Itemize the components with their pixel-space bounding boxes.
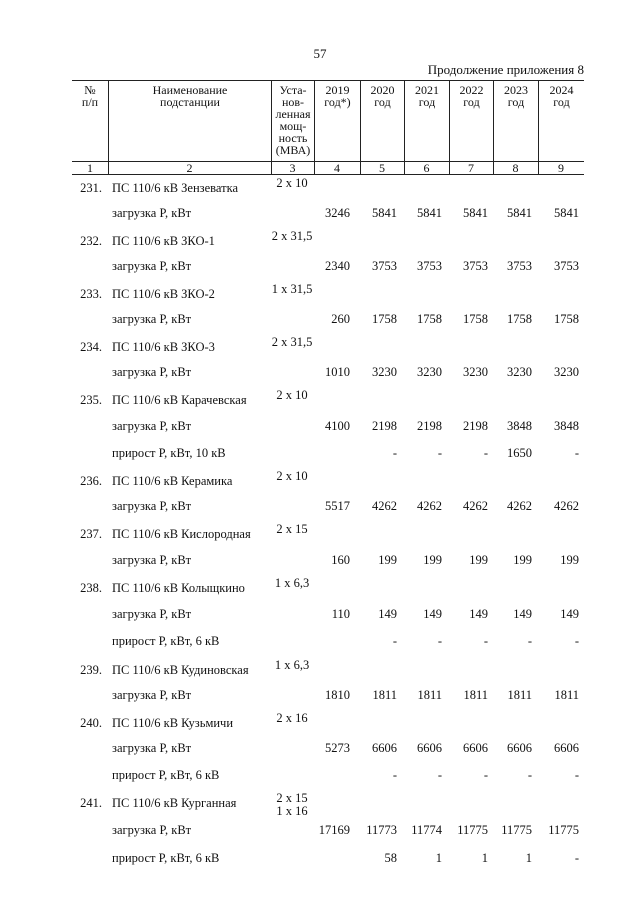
row-capacity: 2 х 16 (276, 711, 308, 725)
row-name: прирост P, кВт, 6 кВ (112, 634, 220, 648)
row-value-col-6: - (437, 446, 442, 460)
col-num-1: 1 (87, 161, 93, 175)
row-value-col-6: 149 (423, 607, 442, 621)
header-col-9: 2024 год (538, 81, 584, 174)
row-name: ПС 110/6 кВ Курганная (112, 796, 237, 810)
table-row (72, 791, 592, 818)
row-capacity: 1 х 6,3 (274, 658, 310, 672)
row-value-col-6: 1 (435, 851, 442, 865)
row-value-col-5: 1758 (372, 312, 397, 326)
table-row (72, 660, 592, 680)
row-name: загрузка P, кВт (112, 499, 192, 513)
row-number: 232. (80, 234, 102, 248)
row-value-col-7: 1811 (463, 688, 488, 702)
col-num-7: 7 (468, 161, 474, 175)
row-capacity: 2 х 15 1 х 16 (276, 791, 308, 818)
row-value-col-4: 5273 (325, 741, 350, 755)
row-value-col-9: 199 (560, 553, 579, 567)
table-row (72, 337, 592, 357)
row-name: загрузка P, кВт (112, 741, 192, 755)
row-value-col-8: 1 (525, 851, 532, 865)
row-value-col-7: - (483, 768, 488, 782)
table-row (72, 256, 592, 276)
table-row (72, 524, 592, 544)
row-name: ПС 110/6 кВ Кудиновская (112, 663, 249, 677)
row-value-col-9: - (574, 851, 579, 865)
row-value-col-6: 3230 (417, 365, 442, 379)
row-value-col-4: 260 (331, 312, 350, 326)
table-row (72, 390, 592, 410)
table-row (72, 631, 592, 651)
table-row (72, 738, 592, 758)
row-name: загрузка P, кВт (112, 553, 192, 567)
row-number: 236. (80, 474, 102, 488)
row-value-col-8: 3848 (507, 419, 532, 433)
row-value-col-5: 3230 (372, 365, 397, 379)
row-value-col-7: 1758 (463, 312, 488, 326)
row-value-col-9: 1758 (554, 312, 579, 326)
row-number: 231. (80, 181, 102, 195)
row-capacity: 2 х 15 (276, 522, 308, 536)
row-value-col-4: 160 (331, 553, 350, 567)
row-name: загрузка P, кВт (112, 365, 192, 379)
row-value-col-4: 1010 (325, 365, 350, 379)
row-value-col-5: 199 (378, 553, 397, 567)
row-value-col-5: 2198 (372, 419, 397, 433)
row-value-col-8: 1811 (507, 688, 532, 702)
col-num-3: 3 (289, 161, 296, 175)
table-row (72, 416, 592, 436)
row-value-col-7: 3753 (463, 259, 488, 273)
table-row (72, 820, 592, 840)
row-name: загрузка P, кВт (112, 206, 192, 220)
row-value-col-9: 3848 (554, 419, 579, 433)
row-value-col-7: 4262 (463, 499, 488, 513)
row-value-col-7: 1 (481, 851, 488, 865)
row-value-col-4: 2340 (325, 259, 350, 273)
col-num-6: 6 (423, 161, 430, 175)
col-num-8: 8 (512, 161, 519, 175)
col-num-2: 2 (186, 161, 193, 175)
row-capacity: 1 х 31,5 (271, 282, 313, 296)
table-row (72, 578, 592, 598)
row-value-col-8: 1758 (507, 312, 532, 326)
row-value-col-6: 6606 (417, 741, 442, 755)
row-value-col-9: 3230 (554, 365, 579, 379)
page-number: 57 (313, 46, 327, 61)
table-row (72, 231, 592, 251)
table-row (72, 203, 592, 223)
row-value-col-7: 149 (469, 607, 488, 621)
row-value-col-8: 3753 (507, 259, 532, 273)
row-value-col-6: - (437, 768, 442, 782)
row-name: ПС 110/6 кВ Кислородная (112, 527, 251, 541)
row-value-col-6: 4262 (417, 499, 442, 513)
row-value-col-4: 4100 (325, 419, 350, 433)
row-name: ПС 110/6 кВ ЗКО-2 (112, 287, 215, 301)
row-value-col-7: 11775 (457, 823, 488, 837)
row-name: ПС 110/6 кВ ЗКО-1 (112, 234, 215, 248)
row-number: 241. (80, 796, 102, 810)
row-value-col-7: 2198 (463, 419, 488, 433)
row-value-col-6: 11774 (411, 823, 442, 837)
row-value-col-8: - (527, 768, 532, 782)
col-num-4: 4 (334, 161, 340, 175)
row-capacity: 1 х 6,3 (274, 576, 310, 590)
row-value-col-6: 1811 (417, 688, 442, 702)
row-value-col-5: - (392, 634, 397, 648)
row-value-col-9: 3753 (554, 259, 579, 273)
row-value-col-8: 149 (513, 607, 532, 621)
table-row (72, 443, 592, 463)
row-value-col-9: - (574, 634, 579, 648)
row-value-col-7: 3230 (463, 365, 488, 379)
header-col-5: 2020 год (360, 81, 404, 174)
row-name: загрузка P, кВт (112, 688, 192, 702)
row-value-col-4: 1810 (325, 688, 350, 702)
col-num-9: 9 (558, 161, 564, 175)
row-value-col-8: 1650 (507, 446, 532, 460)
row-name: прирост P, кВт, 6 кВ (112, 768, 220, 782)
row-name: загрузка P, кВт (112, 259, 192, 273)
row-name: ПС 110/6 кВ Карачевская (112, 393, 247, 407)
row-number: 237. (80, 527, 102, 541)
row-value-col-5: 149 (378, 607, 397, 621)
row-value-col-5: 4262 (372, 499, 397, 513)
table-row (72, 284, 592, 304)
table-row (72, 848, 592, 868)
row-value-col-4: 3246 (325, 206, 350, 220)
table-row (72, 362, 592, 382)
row-value-col-8: - (527, 634, 532, 648)
row-number: 240. (80, 716, 102, 730)
row-value-col-9: 11775 (548, 823, 579, 837)
row-value-col-5: - (392, 768, 397, 782)
row-value-col-5: 58 (384, 851, 397, 865)
row-value-col-8: 5841 (507, 206, 532, 220)
row-name: прирост P, кВт, 6 кВ (112, 851, 220, 865)
row-number: 239. (80, 663, 102, 677)
row-value-col-9: 4262 (554, 499, 579, 513)
table-row (72, 604, 592, 624)
table-row (72, 765, 592, 785)
header-col-7: 2022 год (449, 81, 493, 174)
row-value-col-8: 6606 (507, 741, 532, 755)
table-row (72, 496, 592, 516)
row-value-col-8: 4262 (507, 499, 532, 513)
row-value-col-4: 17169 (318, 823, 350, 837)
row-value-col-5: - (392, 446, 397, 460)
row-value-col-9: 149 (560, 607, 579, 621)
row-value-col-8: 199 (513, 553, 532, 567)
continuation-caption: Продолжение приложения 8 (427, 62, 584, 77)
table-row (72, 550, 592, 570)
row-number: 238. (80, 581, 102, 595)
row-name: загрузка P, кВт (112, 823, 192, 837)
row-value-col-6: 5841 (417, 206, 442, 220)
row-value-col-9: 1811 (554, 688, 579, 702)
row-value-col-9: - (574, 768, 579, 782)
row-value-col-4: 5517 (325, 499, 350, 513)
row-value-col-6: 2198 (417, 419, 442, 433)
column-number-row (72, 161, 584, 175)
table-row (72, 685, 592, 705)
row-value-col-8: 11775 (501, 823, 532, 837)
col-num-5: 5 (379, 161, 385, 175)
row-value-col-6: - (437, 634, 442, 648)
row-name: загрузка P, кВт (112, 419, 192, 433)
table-header (72, 80, 584, 175)
row-number: 233. (80, 287, 102, 301)
row-value-col-6: 3753 (417, 259, 442, 273)
row-value-col-6: 1758 (417, 312, 442, 326)
row-value-col-9: 6606 (554, 741, 579, 755)
row-capacity: 2 х 31,5 (271, 335, 313, 349)
table-row (72, 713, 592, 733)
row-name: ПС 110/6 кВ Зензеватка (112, 181, 239, 195)
header-col-3: Уста- нов- ленная мощ- ность (МВА) (271, 81, 314, 174)
row-capacity: 2 х 10 (276, 176, 308, 190)
row-value-col-4: 110 (331, 607, 350, 621)
row-name: загрузка P, кВт (112, 607, 192, 621)
row-value-col-6: 199 (423, 553, 442, 567)
header-col-6: 2021 год (404, 81, 449, 174)
row-value-col-9: - (574, 446, 579, 460)
row-value-col-5: 5841 (372, 206, 397, 220)
row-value-col-5: 1811 (372, 688, 397, 702)
row-name: прирост P, кВт, 10 кВ (112, 446, 226, 460)
row-name: ПС 110/6 кВ Кузьмичи (112, 716, 234, 730)
row-value-col-5: 6606 (372, 741, 397, 755)
row-value-col-5: 3753 (372, 259, 397, 273)
row-value-col-7: 6606 (463, 741, 488, 755)
table-row (72, 178, 592, 198)
row-name: ПС 110/6 кВ Керамика (112, 474, 233, 488)
row-capacity: 2 х 31,5 (271, 229, 313, 243)
row-value-col-9: 5841 (554, 206, 579, 220)
row-capacity: 2 х 10 (276, 469, 308, 483)
header-col-8: 2023 год (493, 81, 538, 174)
row-capacity: 2 х 10 (276, 388, 308, 402)
row-value-col-7: 5841 (463, 206, 488, 220)
table-row (72, 471, 592, 491)
header-col-1: № п/п (81, 83, 99, 109)
row-value-col-7: - (483, 446, 488, 460)
row-number: 235. (80, 393, 102, 407)
header-col-4: 2019 год*) (314, 81, 360, 174)
row-name: загрузка P, кВт (112, 312, 192, 326)
row-value-col-7: - (483, 634, 488, 648)
header-col-2: Наименование подстанции (108, 81, 271, 174)
row-name: ПС 110/6 кВ Колыщкино (112, 581, 245, 595)
row-value-col-8: 3230 (507, 365, 532, 379)
table-row (72, 309, 592, 329)
row-value-col-7: 199 (469, 553, 488, 567)
row-name: ПС 110/6 кВ ЗКО-3 (112, 340, 215, 354)
row-number: 234. (80, 340, 102, 354)
row-value-col-5: 11773 (366, 823, 397, 837)
